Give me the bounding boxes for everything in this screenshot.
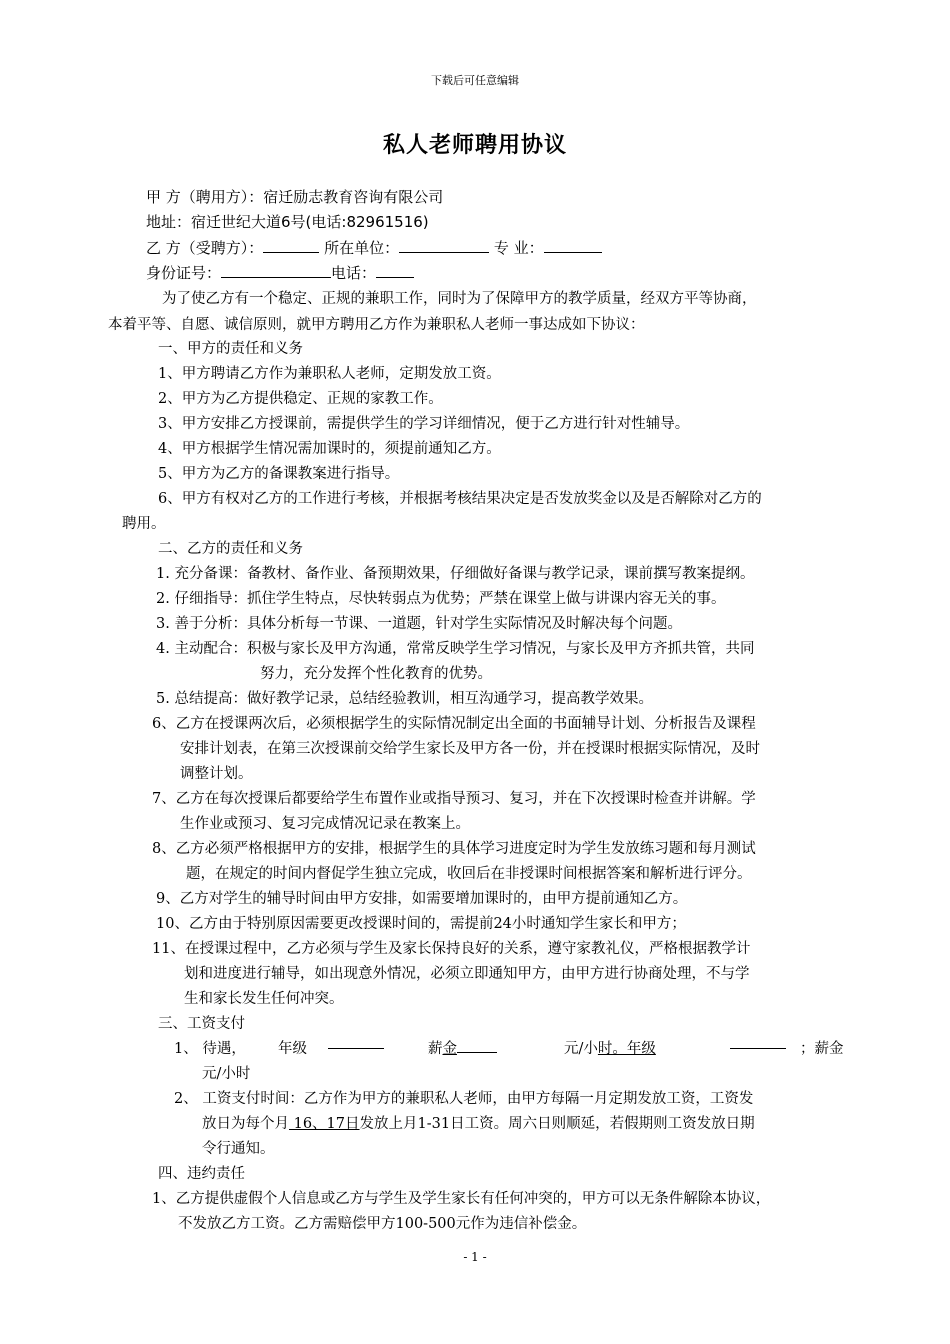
payday-dates: 16、17日 xyxy=(289,1116,360,1132)
page-header-note: 下载后可任意编辑 xyxy=(431,74,519,87)
unit-label: 所在单位： xyxy=(324,239,400,257)
section2-item: 3. 善于分析：具体分析每一节课、一道题，针对学生实际情况及时解决每个问题。 xyxy=(156,616,682,632)
section2-item-cont: 安排计划表，在第三次授课前交给学生家长及甲方各一份，并在授课时根据实际情况，及时 xyxy=(180,741,760,757)
grade-blank-1 xyxy=(328,1034,384,1049)
id-blank xyxy=(221,263,331,278)
party-b-label: 乙 方（受聘方）： xyxy=(146,239,264,257)
section2-item: 8、乙方必须严格根据甲方的安排，根据学生的具体学习进度定时为学生发放练习题和每月测试 xyxy=(152,841,756,857)
unit-blank xyxy=(399,238,489,253)
section2-item: 10、乙方由于特别原因需要更改授课时间的，需提前24小时通知学生家长和甲方； xyxy=(156,916,686,932)
section2-item-cont: 生作业或预习、复习完成情况记录在教案上。 xyxy=(180,816,470,832)
party-b-name-blank xyxy=(263,238,319,253)
salary-label-1: 薪金 xyxy=(428,1037,497,1058)
major-label: 专 业： xyxy=(493,239,544,257)
section1-item: 5、甲方为乙方的备课教案进行指导。 xyxy=(158,466,400,482)
party-a-line: 甲 方（聘用方）：宿迁励志教育咨询有限公司 xyxy=(146,188,444,206)
document-title: 私人老师聘用协议 xyxy=(382,133,567,158)
phone-label: 电话： xyxy=(331,264,377,282)
section1-item: 6、甲方有权对乙方的工作进行考核，并根据考核结果决定是否发放奖金以及是否解除对乙方的 xyxy=(158,491,762,507)
breach-line-2: 不发放乙方工资。乙方需赔偿甲方100-500元作为违信补偿金。 xyxy=(178,1216,587,1232)
section1-item: 4、甲方根据学生情况需加课时的，须提前通知乙方。 xyxy=(158,441,501,457)
section3-heading: 三、工资支付 xyxy=(158,1016,245,1032)
salary-item1-prefix: 1、 待遇， xyxy=(174,1041,246,1057)
phone-blank xyxy=(376,263,414,278)
section1-item: 3、甲方安排乙方授课前，需提供学生的学习详细情况，便于乙方进行针对性辅导。 xyxy=(158,416,690,432)
party-a-address: 地址：宿迁世纪大道6号(电话:82961516) xyxy=(146,213,429,231)
intro-line-1: 为了使乙方有一个稳定、正规的兼职工作，同时为了保障甲方的教学质量，经双方平等协商， xyxy=(162,291,757,307)
intro-line-2: 本着平等、自愿、诚信原则，就甲方聘用乙方作为兼职私人老师一事达成如下协议： xyxy=(108,317,645,333)
grade-blank-2 xyxy=(730,1034,786,1049)
salary-item2-line1: 2、 工资支付时间：乙方作为甲方的兼职私人老师，由甲方每隔一月定期发放工资，工资发 xyxy=(174,1091,754,1107)
page-number: - 1 - xyxy=(463,1250,487,1264)
salary-item2-line2: 放日为每个月 16、17日发放上月1-31日工资。周六日则顺延，若假期则工资发放日期 xyxy=(202,1116,755,1132)
section2-item-cont: 划和进度进行辅导，如出现意外情况，必须立即通知甲方，由甲方进行协商处理，不与学 xyxy=(184,966,750,982)
section4-heading: 四、违约责任 xyxy=(158,1166,245,1182)
section1-item: 2、甲方为乙方提供稳定、正规的家教工作。 xyxy=(158,391,443,407)
section2-item: 1. 充分备课：备教材、备作业、备预期效果，仔细做好备课与教学记录，课前撰写教案提纲。 xyxy=(156,566,755,582)
section2-item: 6、乙方在授课两次后，必须根据学生的实际情况制定出全面的书面辅导计划、分析报告及课程 xyxy=(152,716,756,732)
section2-item: 11、在授课过程中，乙方必须与学生及家长保持良好的关系，遵守家教礼仪，严格根据教学计 xyxy=(152,941,751,957)
section2-item: 7、乙方在每次授课后都要给学生布置作业或指导预习、复习，并在下次授课时检查并讲解。学 xyxy=(152,791,756,807)
major-blank xyxy=(544,238,602,253)
section2-item-cont: 题，在规定的时间内督促学生独立完成，收回后在非授课时间根据答案和解析进行评分。 xyxy=(186,866,752,882)
section2-item-cont: 调整计划。 xyxy=(180,766,253,782)
grade-label: 年级 xyxy=(278,1041,307,1057)
section2-item: 5. 总结提高：做好教学记录，总结经验教训，相互沟通学习，提高教学效果。 xyxy=(156,691,653,707)
section1-heading: 一、甲方的责任和义务 xyxy=(158,341,303,357)
unit-label-1: 元/小时。年级 xyxy=(564,1041,656,1057)
salary-item2-line3: 令行通知。 xyxy=(202,1141,275,1157)
section2-item: 9、乙方对学生的辅导时间由甲方安排，如需要增加课时的，由甲方提前通知乙方。 xyxy=(156,891,688,907)
section2-item: 2. 仔细指导：抓住学生特点，尽快转弱点为优势；严禁在课堂上做与讲课内容无关的事。 xyxy=(156,591,726,607)
party-b-id-line xyxy=(146,262,414,283)
unit-label-2: 元/小时 xyxy=(202,1066,251,1082)
party-b-line xyxy=(146,237,602,258)
section1-item-cont: 聘用。 xyxy=(122,516,166,532)
salary-label-2: ；薪金 xyxy=(800,1041,844,1057)
breach-line-1: 1、乙方提供虚假个人信息或乙方与学生及学生家长有任何冲突的，甲方可以无条件解除本协议， xyxy=(152,1191,771,1207)
id-label: 身份证号： xyxy=(146,264,222,282)
section2-item-cont: 努力，充分发挥个性化教育的优势。 xyxy=(260,666,492,682)
section2-item: 4. 主动配合：积极与家长及甲方沟通，常常反映学生学习情况，与家长及甲方齐抓共管，共同 xyxy=(156,641,755,657)
section1-item: 1、甲方聘请乙方作为兼职私人老师，定期发放工资。 xyxy=(158,366,501,382)
section2-heading: 二、乙方的责任和义务 xyxy=(158,541,303,557)
section2-item-cont: 生和家长发生任何冲突。 xyxy=(184,991,344,1007)
